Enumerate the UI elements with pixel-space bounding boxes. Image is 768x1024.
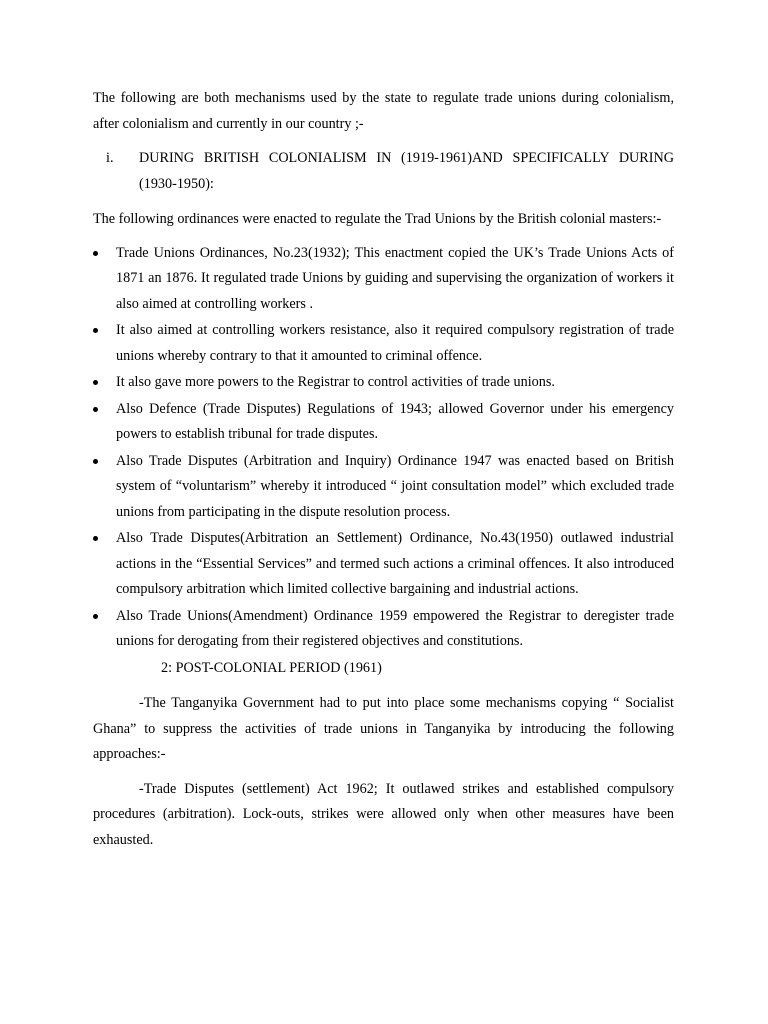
list-item-text: Also Trade Disputes(Arbitration an Settlement) Ordinance, No.43(1950) outlawed industrial actions in the “Essential Services” and termed such actions a criminal offences. It also introduced compulsory arbitration which limited collective bargaining and industrial actions. (116, 530, 674, 597)
list-item (93, 526, 674, 603)
bullet-icon (93, 328, 98, 333)
list-item-text: Also Defence (Trade Disputes) Regulations of 1943; allowed Governor under his emergency powers to establish tribunal for trade disputes. (116, 400, 674, 442)
bullet-icon (93, 614, 98, 619)
post-colonial-paragraph: -The Tanganyika Government had to put into place some mechanisms copying “ Socialist Ghana” to suppress the activities of trade unions in Tanganyika by introducing the following approaches:- (93, 695, 674, 762)
section-marker: i. (106, 150, 114, 166)
list-item-text: It also gave more powers to the Registrar to control activities of trade unions. (116, 374, 555, 390)
list-item (93, 604, 674, 655)
list-item-text: Trade Unions Ordinances, No.23(1932); This enactment copied the UK’s Trade Unions Acts of 1871 an 1876. It regulated trade Unions by guiding and supervising the organization of workers it also aimed at controlling workers . (116, 244, 674, 312)
bullet-icon (93, 407, 98, 412)
bullet-icon (93, 536, 98, 541)
bullet-icon (93, 380, 98, 385)
section-heading-text: DURING BRITISH COLONIALISM IN (1919-1961)AND SPECIFICALLY DURING (1930-1950): (139, 150, 674, 192)
bullet-icon (93, 459, 98, 464)
list-item (93, 318, 674, 369)
bullet-icon (93, 251, 98, 256)
list-item (93, 397, 674, 448)
ordinance-intro-paragraph: The following ordinances were enacted to regulate the Trad Unions by the British colonial masters:- (93, 211, 662, 227)
section-heading-post-colonial: 2: POST-COLONIAL PERIOD (1961) (161, 659, 382, 676)
list-item-text: Also Trade Disputes (Arbitration and Inquiry) Ordinance 1947 was enacted based on British system of “voluntarism” whereby it introduced “ joint consultation model” which excluded trade unions from participating in the dispute resolution process. (116, 452, 674, 520)
intro-paragraph: The following are both mechanisms used by the state to regulate trade unions during colonialism, after colonialism and currently in our country ;- (93, 90, 674, 132)
list-item (93, 370, 674, 396)
list-item-text: Also Trade Unions(Amendment) Ordinance 1959 empowered the Registrar to deregister trade unions for derogating from their registered objectives and constitutions. (116, 607, 674, 649)
document-page (93, 86, 674, 862)
section-heading-colonial (93, 146, 674, 197)
list-item (93, 449, 674, 526)
list-item-text: It also aimed at controlling workers resistance, also it required compulsory registration of trade unions whereby contrary to that it amounted to criminal offence. (116, 322, 674, 364)
list-item (93, 241, 674, 318)
ordinance-list (93, 241, 674, 655)
trade-disputes-paragraph: -Trade Disputes (settlement) Act 1962; It outlawed strikes and established compulsory procedures (arbitration). Lock-outs, strikes were allowed only when other measures have been exhausted. (93, 780, 674, 848)
